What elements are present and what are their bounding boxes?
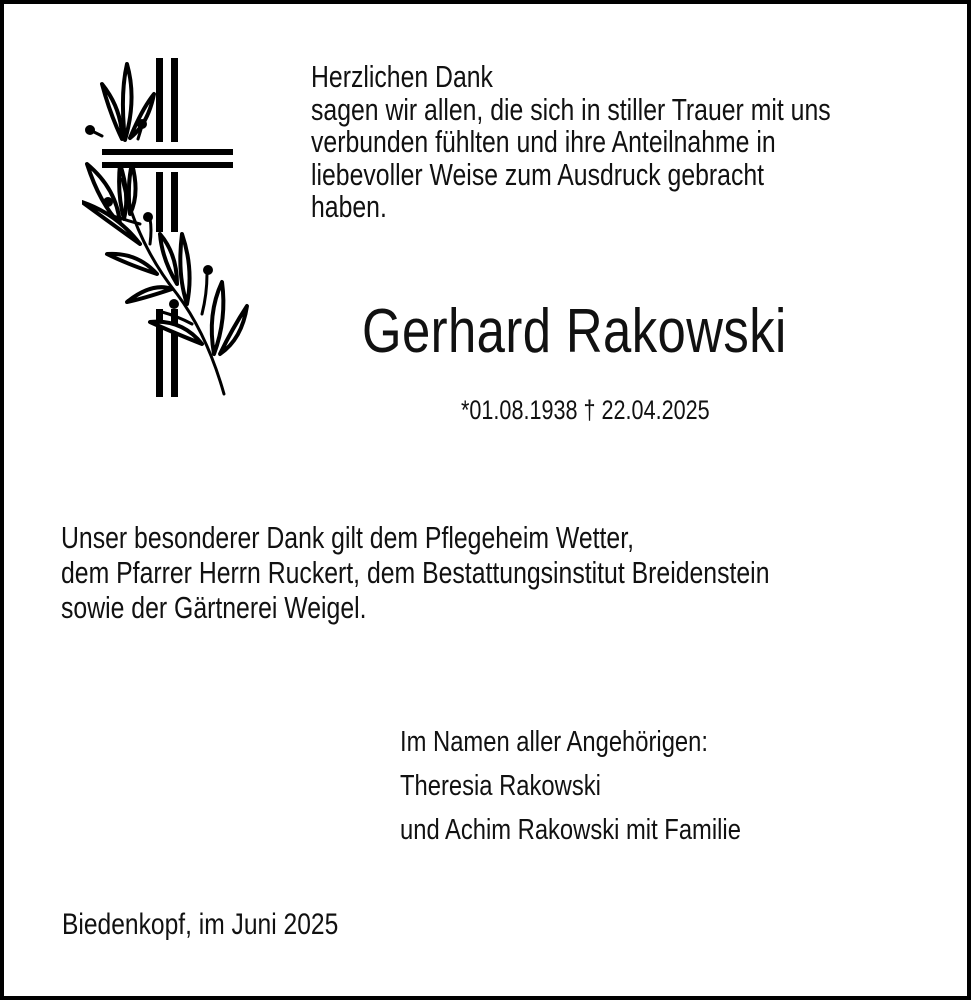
intro-line: verbunden fühlten und ihre Anteilnahme in: [311, 124, 776, 159]
signature-block: [400, 720, 741, 852]
special-thanks: [61, 520, 769, 625]
thanks-line: sowie der Gärtnerei Weigel.: [61, 590, 367, 625]
intro-line: haben.: [311, 189, 387, 224]
deceased-name: Gerhard Rakowski: [362, 297, 787, 366]
intro-heading: Herzlichen Dank: [311, 59, 493, 94]
signature-line: Im Namen aller Angehörigen:: [400, 726, 708, 758]
place-date: Biedenkopf, im Juni 2025: [62, 908, 339, 941]
intro-line: liebevoller Weise zum Ausdruck gebracht: [311, 156, 765, 192]
signature-line: und Achim Rakowski mit Familie: [400, 814, 741, 846]
thanks-line: dem Pfarrer Herrn Ruckert, dem Bestattungsinstitut Breidenstein: [61, 555, 770, 590]
thanks-line: Unser besonderer Dank gilt dem Pflegeheim Wetter,: [61, 520, 634, 555]
intro-text: [311, 61, 831, 224]
cross-with-olive-branch-icon: [82, 54, 252, 399]
signature-line: Theresia Rakowski: [400, 770, 601, 802]
life-dates: *01.08.1938 † 22.04.2025: [461, 395, 710, 425]
intro-line: sagen wir allen, die sich in stiller Trauer mit uns: [311, 91, 831, 127]
